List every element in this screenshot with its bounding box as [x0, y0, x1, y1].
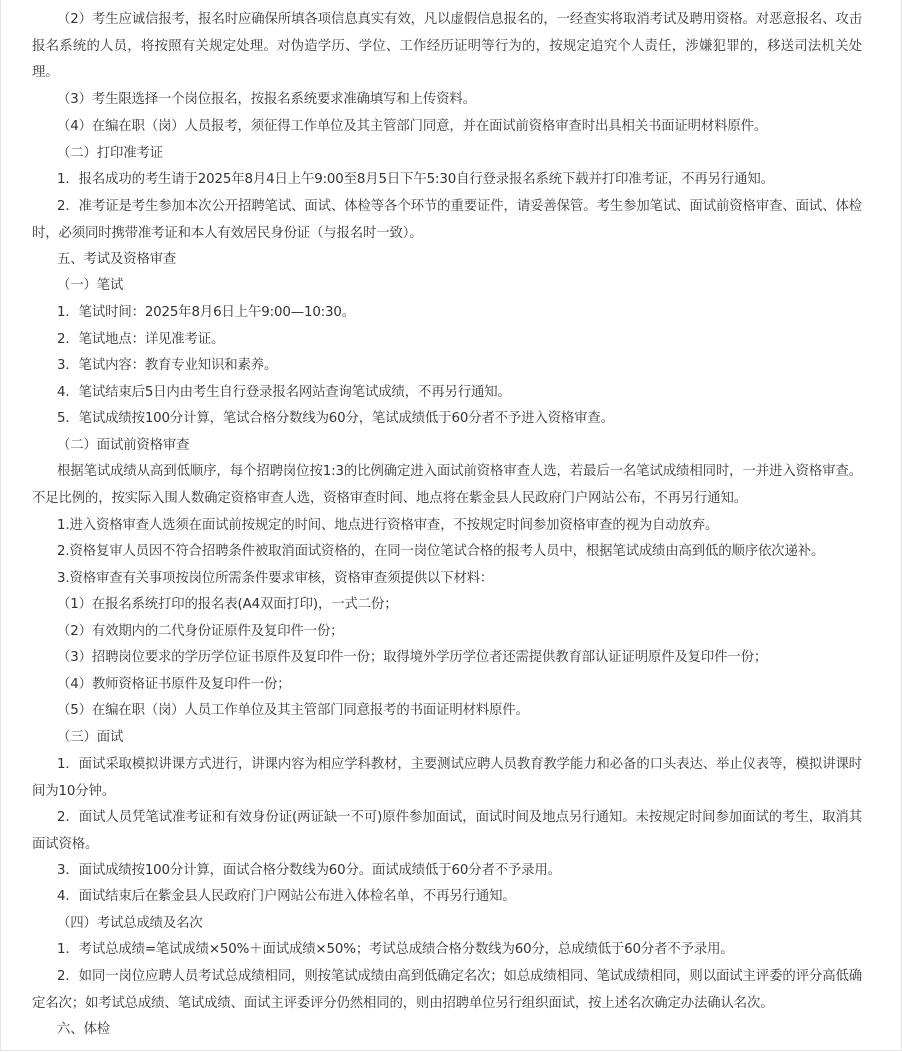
paragraph-honest-application: （2）考生应诚信报考，报名时应确保所填各项信息真实有效，凡以虚假信息报名的，一经查实将取消考试及聘用资格。对恶意报名、攻击报名系统的人员，将按照有关规定处理。对伪造学历、学位、工作经历证明等行为的，按规定追究个人责任，涉嫌犯罪的，移送司法机关处理。 — [32, 12, 862, 80]
list-item-id-card: （2）有效期内的二代身份证原件及复印件一份； — [57, 624, 344, 639]
heading-print-admission-ticket: （二）打印准考证 — [57, 146, 163, 161]
paragraph-in-service-staff: （4）在编在职（岗）人员报考，须征得工作单位及其主管部门同意，并在面试前资格审查时出具相关书面证明材料原件。 — [57, 119, 768, 134]
paragraph-exam-score: 5．笔试成绩按100分计算，笔试合格分数线为60分，笔试成绩低于60分者不予进入资格审查。 — [57, 411, 614, 426]
heading-written-exam: （一）笔试 — [57, 278, 124, 293]
paragraph-review-replacement: 2.资格复审人员因不符合招聘条件被取消面试资格的，在同一岗位笔试合格的报考人员中，根据笔试成绩由高到低的顺序依次递补。 — [57, 544, 825, 559]
paragraph-interview-documents: 2．面试人员凭笔试准考证和有效身份证(两证缺一不可)原件参加面试，面试时间及地点另行通知。未按规定时间参加面试的考生，取消其面试资格。 — [32, 810, 862, 852]
paragraph-download-ticket: 1．报名成功的考生请于2025年8月4日上午9:00至8月5日下午5:30自行登录报名系统下载并打印准考证，不再另行通知。 — [57, 172, 774, 187]
paragraph-review-selection: 根据笔试成绩从高到低顺序，每个招聘岗位按1:3的比例确定进入面试前资格审查人选，若最后一名笔试成绩相同时，一并进入资格审查。不足比例的，按实际入围人数确定资格审查人选，资格审查时间、地点将在紫金县人民政府门户网站公布，不再另行通知。 — [32, 464, 862, 506]
paragraph-exam-time: 1．笔试时间：2025年8月6日上午9:00—10:30。 — [57, 305, 356, 320]
list-item-application-form: （1）在报名系统打印的报名表(A4双面打印)，一式二份； — [57, 597, 398, 612]
heading-pre-interview-review: （二）面试前资格审查 — [57, 438, 190, 453]
paragraph-ranking-rules: 2．如同一岗位应聘人员考试总成绩相同，则按笔试成绩由高到低确定名次；如总成绩相同、笔试成绩相同，则以面试主评委的评分高低确定名次；如考试总成绩、笔试成绩、面试主评委评分仍然相同的，则由招聘单位另行组织面试，按上述名次确定办法确认名次。 — [32, 969, 862, 1011]
list-item-degree-certificate: （3）招聘岗位要求的学历学位证书原件及复印件一份；取得境外学历学位者还需提供教育部认证证明原件及复印件一份； — [57, 650, 768, 665]
list-item-teacher-certificate: （4）教师资格证书原件及复印件一份； — [57, 677, 291, 692]
section-heading-medical-exam: 六、体检 — [57, 1022, 110, 1037]
paragraph-review-materials: 3.资格审查有关事项按岗位所需条件要求审核，资格审查须提供以下材料： — [57, 571, 494, 586]
paragraph-exam-results: 4．笔试结束后5日内由考生自行登录报名网站查询笔试成绩，不再另行通知。 — [57, 385, 511, 400]
paragraph-medical-list: 4．面试结束后在紫金县人民政府门户网站公布进入体检名单，不再另行通知。 — [57, 889, 516, 904]
paragraph-interview-format: 1．面试采取模拟讲课方式进行，讲课内容为相应学科教材，主要测试应聘人员教育教学能力和必备的口头表达、举止仪表等，模拟讲课时间为10分钟。 — [32, 757, 862, 799]
paragraph-total-score-formula: 1．考试总成绩=笔试成绩×50%＋面试成绩×50%；考试总成绩合格分数线为60分，总成绩低于60分者不予录用。 — [57, 942, 734, 957]
heading-total-score: （四）考试总成绩及名次 — [57, 916, 203, 931]
paragraph-exam-content: 3．笔试内容：教育专业知识和素养。 — [57, 358, 278, 373]
paragraph-one-position: （3）考生限选择一个岗位报名，按报名系统要求准确填写和上传资料。 — [57, 92, 476, 107]
paragraph-interview-score: 3．面试成绩按100分计算，面试合格分数线为60分。面试成绩低于60分者不予录用。 — [57, 863, 561, 878]
section-heading-exam-review: 五、考试及资格审查 — [57, 252, 177, 267]
list-item-employer-consent: （5）在编在职（岗）人员工作单位及其主管部门同意报考的书面证明材料原件。 — [57, 703, 529, 718]
heading-interview: （三）面试 — [57, 730, 124, 745]
paragraph-exam-location: 2．笔试地点：详见准考证。 — [57, 332, 225, 347]
paragraph-ticket-importance: 2．准考证是考生参加本次公开招聘笔试、面试、体检等各个环节的重要证件，请妥善保管。考生参加笔试、面试前资格审查、面试、体检时，必须同时携带准考证和本人有效居民身份证（与报名时一致）。 — [32, 199, 862, 241]
paragraph-review-attendance: 1.进入资格审查人选须在面试前按规定的时间、地点进行资格审查，不按规定时间参加资格审查的视为自动放弃。 — [57, 518, 719, 533]
